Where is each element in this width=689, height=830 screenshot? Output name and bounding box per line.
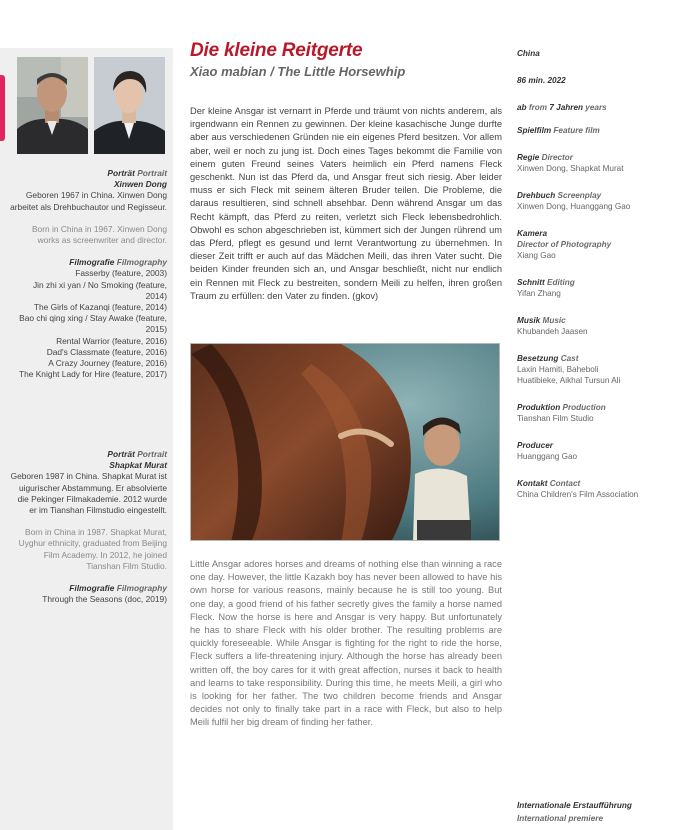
director1-filmography-heading: Filmografie Filmography	[69, 257, 167, 268]
credit-cast: Besetzung Cast Laxin Hamiti, Baheboli Huatibieke, Aikhal Tursun Ali	[517, 354, 621, 385]
director1-bio-de: Geboren 1967 in China. Xinwen Dong arbeitet als Drehbuchautor und Regisseur.	[10, 190, 167, 212]
filmography-item: The Girls of Kazanqi (feature, 2014)	[33, 302, 167, 313]
synopsis-german: Der kleine Ansgar ist vernarrt in Pferde und träumt von nichts anderem, als irgendwann ein Rennen zu gewinnen. Der kleine kasachische Junge durfte aber aus verschiedenen Gründen nie ein eigenes Pferd besitzen. Vor allem aber, weil er noch zu jung ist. Doch eines Tages bekommt die Familie von einem guten Freund seines Vaters heimlich ein Pferd namens Fleck geschenkt. Nun ist das Pferd da, und Ansgar freut sich riesig. Aber leider muss er sich Fleck mit seinem älteren Bruder teilen. Die Probleme, die daraus resultieren, sind schnell absehbar. Denn während Ansgar um das Recht kämpft, das Pferd zu reiten, verletzt sich Fleck lebensbedrohlich. Obwohl es schon abgeschrieben ist, kümmert sich der Jungen rührend um das Pferd, pflegt es gesund und lernt Verantwortung zu übernehmen. In dieser Zeit trifft er auch auf das Mädchen Meili, das ihren Vater sucht. Die beiden Kinder freunden sich an, und Ansgar beschließt, nicht nur endlich ein Rennen mit Fleck zu bestreiten, sondern Meili zu helfen, ihren großen Traum zu erfüllen: den Vater zu finden. (gkov)	[190, 106, 502, 301]
director1-name: Xinwen Dong	[113, 179, 167, 190]
director2-portrait	[10, 449, 167, 605]
credit-genre: Spielfilm Feature film	[517, 126, 600, 135]
director2-portrait-heading: Porträt Portrait	[107, 449, 167, 459]
credit-screenplay: Drehbuch Screenplay Xinwen Dong, Huanggang Gao	[517, 191, 631, 211]
credit-producer: Producer Huanggang Gao	[517, 441, 578, 461]
filmography-item: Dad's Classmate (feature, 2016)	[46, 346, 167, 357]
director2-bio-en: Born in China in 1987. Shapkat Murat, Uyghur ethnicity, graduated from Beijing Film Academy. In 2012, he joined Tianshan Film Studio.	[18, 527, 167, 571]
film-original-title: Xiao mabian / The Little Horsewhip	[190, 64, 406, 79]
credit-country: China	[517, 49, 540, 58]
credit-camera: Kamera Director of Photography Xiang Gao	[517, 229, 612, 260]
credit-contact: Kontakt Contact China Children's Film Association	[517, 479, 639, 499]
credit-production: Produktion Production Tianshan Film Studio	[517, 403, 606, 423]
credit-age-rating: ab from 7 Jahren years	[517, 103, 607, 112]
filmography-item: The Knight Lady for Hire (feature, 2017)	[18, 369, 167, 380]
filmography-item: Fasserby (feature, 2003)	[75, 268, 167, 279]
sidebar-accent-bar	[0, 75, 5, 141]
director2-bio-de: Geboren 1987 in China. Shapkat Murat ist uigurischer Abstammung. Er absolvierte die Pekinger Filmakademie. 2012 wurde er im Tianshan Filmstudio eingestellt.	[10, 471, 167, 516]
filmography-item: Through the Seasons (doc, 2019)	[42, 594, 167, 605]
premiere-status: Internationale Erstaufführung International premiere	[517, 801, 632, 823]
credit-director: Regie Director Xinwen Dong, Shapkat Murat	[517, 153, 624, 173]
director1-portrait	[10, 168, 167, 380]
filmography-item: A Crazy Journey (feature, 2016)	[48, 358, 167, 369]
credit-music: Musik Music Khubandeh Jaasen	[517, 316, 588, 336]
director1-bio-en: Born in China in 1967. Xinwen Dong works as screenwriter and director.	[31, 223, 167, 246]
sidebar-panel	[0, 48, 173, 830]
director1-portrait-heading: Porträt Portrait	[107, 168, 167, 178]
filmography-item: Bao chi qing xing / Stay Awake (feature, 2015)	[19, 313, 167, 335]
director-photo-xinwen-dong	[17, 57, 88, 154]
film-still-image	[190, 343, 500, 541]
filmography-item: Jin zhi xi yan / No Smoking (feature, 2014)	[32, 279, 167, 301]
film-title: Die kleine Reitgerte	[190, 40, 363, 61]
director-photo-shapkat-murat	[94, 57, 165, 154]
credit-runtime-year: 86 min. 2022	[517, 76, 566, 85]
credit-editing: Schnitt Editing Yifan Zhang	[517, 278, 575, 298]
filmography-item: Rental Warrior (feature, 2016)	[56, 335, 167, 346]
credits-column	[517, 48, 685, 500]
director2-filmography-heading: Filmografie Filmography	[69, 583, 167, 594]
synopsis-english: Little Ansgar adores horses and dreams of nothing else than winning a race one day. However, the little Kazakh boy has never been allowed to have his own horse for various reasons, mainly because he is still too young. But one day, a good friend of his father secretly gives the family a horse named Fleck. Now the horse is here and Ansgar is very happy. But unfortunately he has to share Fleck with his older brother. The resulting problems are quickly foreseeable. While Ansgar is fighting for the right to ride the horse, Fleck suffers a life-threatening injury. Although the horse has already been written off, the boy cares for it with great affection, nurses it back to health and learns to take responsibility. During this time, he meets Meili, a girl who is looking for her father. The two children become friends and Ansgar decides not only to finally take part in a race with Fleck, but also to help Meili fulfil her big dream of finding her father.	[190, 559, 502, 728]
director2-name: Shapkat Murat	[109, 460, 167, 471]
